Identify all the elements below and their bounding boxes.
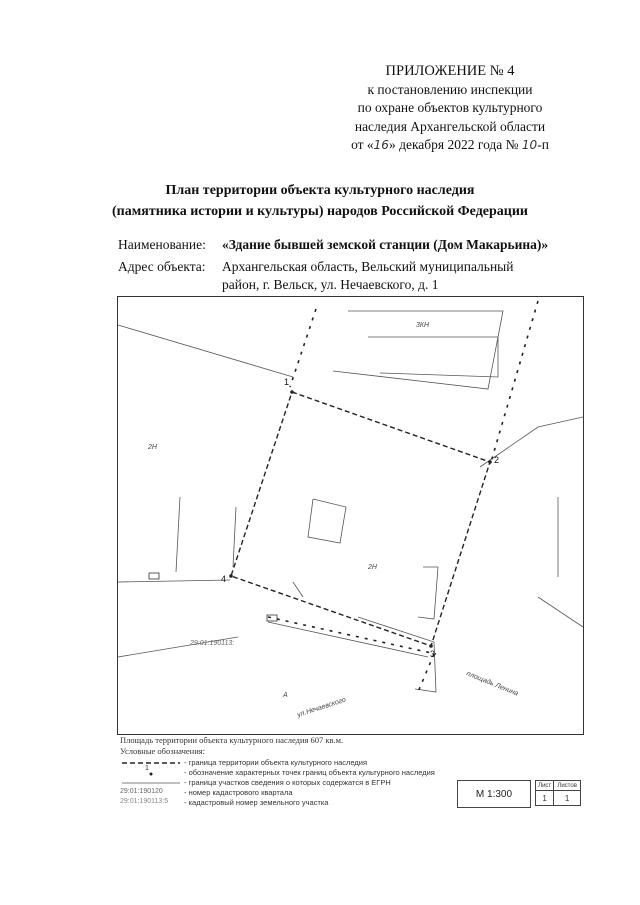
object-address-row <box>118 258 513 294</box>
sheet-header-sheets: Листов <box>554 781 581 791</box>
parcel-line-square <box>358 617 436 692</box>
legend-row-quarter <box>120 788 470 798</box>
building-symbol-left <box>149 573 159 579</box>
territory-boundary <box>231 392 490 646</box>
quarter-line-right <box>491 301 538 462</box>
legend-text-boundary: - граница территории объекта культурного наследия <box>184 758 368 767</box>
legend-text-parcel: - кадастровый номер земельного участка <box>184 798 329 807</box>
appendix-line-2: по охране объектов культурного <box>357 100 543 115</box>
map-label-street: ул.Нечаевского <box>296 696 347 719</box>
date-prefix: от « <box>351 137 374 152</box>
object-address-label: Адрес объекта: <box>118 259 206 274</box>
object-name-label: Наименование: <box>118 237 206 252</box>
quarter-line-top <box>290 309 316 387</box>
date-number: 10 <box>521 138 538 152</box>
appendix-header <box>320 62 580 155</box>
map-label-3kn: 3КН <box>416 322 430 329</box>
point-label-3: 3 <box>430 649 436 659</box>
parcel-line-left-bottom <box>118 580 230 582</box>
object-address-line-2: район, г. Вельск, ул. Нечаевского, д. 1 <box>222 277 439 292</box>
point-label-2: 2 <box>494 455 500 465</box>
dashed-boundary-icon <box>120 758 182 768</box>
boundary-point-1 <box>290 390 294 394</box>
date-suffix: -п <box>537 137 549 152</box>
thin-line-icon <box>120 778 182 788</box>
date-day: 16 <box>373 138 389 152</box>
boundary-points <box>229 390 492 648</box>
parcel-line-inner-2 <box>418 567 438 619</box>
appendix-date-line <box>320 136 580 155</box>
quarter-line-bottom <box>268 617 436 654</box>
appendix-line-3: наследия Архангельской области <box>354 118 546 134</box>
document-title-line-1: План территории объекта культурного наследия <box>165 183 475 198</box>
sheet-value-sheet: 1 <box>536 791 554 806</box>
point-marker-icon <box>120 768 182 778</box>
appendix-title: ПРИЛОЖЕНИЕ № 4 <box>385 63 515 79</box>
map-label-a: А <box>283 692 288 699</box>
object-address-line-1: Архангельская область, Вельский муниципальный <box>222 259 514 274</box>
document-title <box>0 180 640 222</box>
parcel-lines <box>118 311 583 692</box>
boundary-point-2 <box>488 460 492 464</box>
legend-parcel-number: 29:01:190113:5 <box>120 798 169 805</box>
object-name-value: «Здание бывшей земской станции (Дом Макарьина)» <box>222 237 549 252</box>
map-labels <box>147 322 520 719</box>
legend-row-parcel <box>120 798 470 808</box>
date-mid: » декабря 2022 года № <box>388 137 519 152</box>
legend-title: Условные обозначения: <box>120 746 206 756</box>
legend-text-points: - обозначение характерных точек границ объекта культурного наследия <box>184 768 435 777</box>
area-text: Площадь территории объекта культурного наследия 607 кв.м. <box>120 735 344 745</box>
sheet-value-sheets: 1 <box>554 791 581 806</box>
map-frame <box>117 296 584 735</box>
parcel-line-inner-3 <box>233 507 236 567</box>
point-label-4: 4 <box>221 574 227 584</box>
parcel-line-bottom-road <box>268 622 428 657</box>
map-label-2n-left: 2Н <box>148 444 157 451</box>
boundary-point-4 <box>229 574 233 578</box>
sheet-table-value-row <box>536 791 581 806</box>
sheet-header-sheet: Лист <box>536 781 554 791</box>
legend-row-points <box>120 765 470 778</box>
legend-row-boundary <box>120 758 470 768</box>
map-label-cadastral: 29:01:190113: <box>190 640 235 647</box>
legend-text-quarter: - номер кадастрового квартала <box>184 788 293 797</box>
legend-row-egrn <box>120 778 470 788</box>
legend-point-label: 1 <box>145 765 149 772</box>
point-labels <box>221 377 499 659</box>
legend-text-egrn: - граница участков сведения о которых содержатся в ЕГРН <box>184 778 391 787</box>
scale-box: М 1:300 <box>457 780 531 808</box>
legend-quarter-number: 29:01:190120 <box>120 788 163 795</box>
building-symbol-bottom <box>267 615 277 621</box>
territory-map <box>118 297 583 734</box>
map-label-2n-main: 2Н <box>368 564 377 571</box>
point-label-1: 1 <box>284 377 290 387</box>
sheet-table-header-row <box>536 781 581 791</box>
quarter-lines <box>268 301 538 692</box>
parcel-line-left-top <box>118 325 293 377</box>
legend <box>117 733 583 808</box>
parcel-line-inner-1 <box>308 499 346 543</box>
parcel-line-far-right <box>538 597 583 627</box>
parcel-line-left-vertical <box>176 497 180 572</box>
document-title-line-2: (памятника истории и культуры) народов Российской Федерации <box>112 204 528 219</box>
appendix-line-1: к постановлению инспекции <box>367 81 533 97</box>
parcel-line-top-building-inner <box>368 337 498 377</box>
map-label-square: площадь Ленина <box>465 670 520 698</box>
object-name-row <box>118 236 548 254</box>
sheet-table <box>535 780 581 806</box>
parcel-line-inner-4 <box>293 582 303 597</box>
object-address-value <box>222 258 513 294</box>
boundary-point-3 <box>429 644 433 648</box>
quarter-line-lower-right <box>418 654 434 692</box>
